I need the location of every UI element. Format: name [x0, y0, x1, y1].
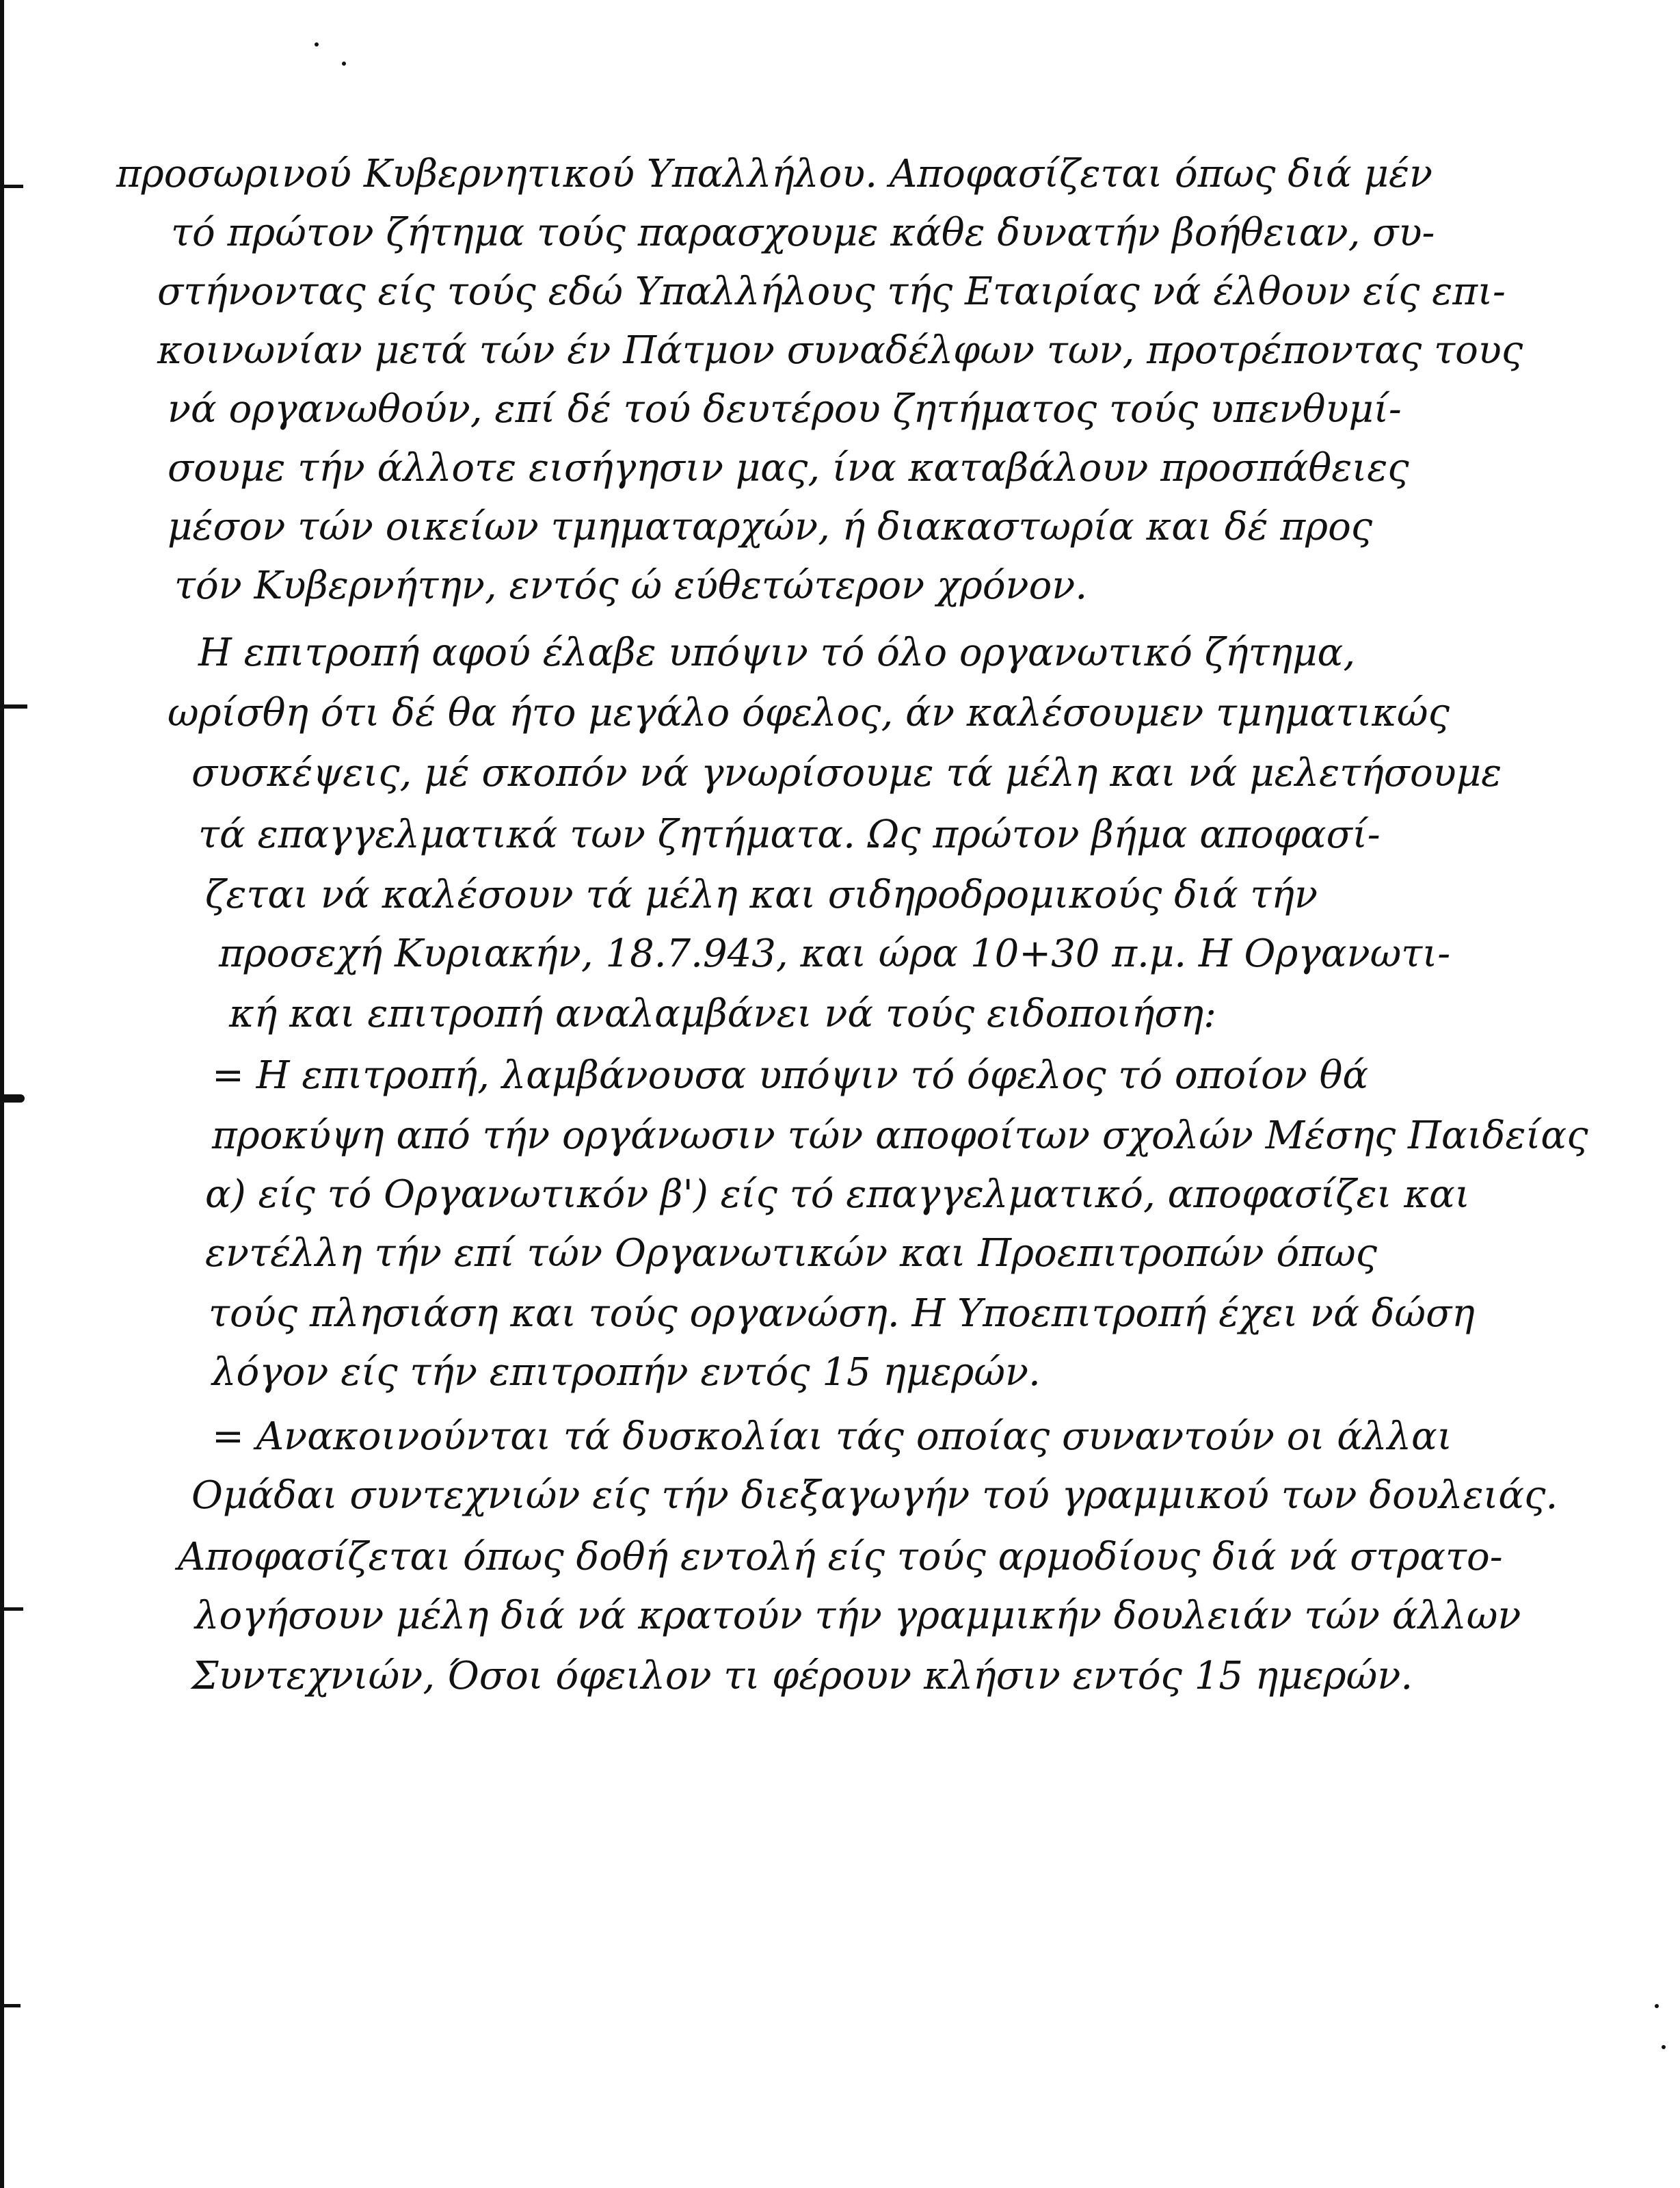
- text-line: τούς πλησιάση και τούς οργανώση. Η Υποεπιτροπή έχει νά δώση: [209, 1291, 1475, 1336]
- text-line: τόν Κυβερνήτην, εντός ώ εύθετώτερον χρόνον.: [174, 564, 1088, 608]
- text-line: προκύψη από τήν οργάνωσιν τών αποφοίτων σχολών Μέσης Παιδείας: [212, 1113, 1588, 1158]
- text-line: Συντεχνιών, Όσοι όφειλον τι φέρουν κλήσιν εντός 15 ημερών.: [191, 1654, 1413, 1698]
- punch-mark: [0, 2004, 21, 2007]
- scan-speck: [342, 62, 346, 66]
- text-line: λόγον είς τήν επιτροπήν εντός 15 ημερών.: [212, 1350, 1041, 1395]
- text-line: = Η επιτροπή, λαμβάνουσα υπόψιν τό όφελος τό οποίον θά: [212, 1053, 1369, 1098]
- text-line: στήνοντας είς τούς εδώ Υπαλλήλους τής Εταιρίας νά έλθουν είς επι-: [157, 269, 1506, 314]
- text-line: = Ανακοινούνται τά δυσκολίαι τάς οποίας συναντούν οι άλλαι: [212, 1414, 1452, 1459]
- text-line: κοινωνίαν μετά τών έν Πάτμον συναδέλφων των, προτρέποντας τους: [157, 328, 1523, 373]
- scan-speck: [1662, 2045, 1666, 2049]
- text-line: ωρίσθη ότι δέ θα ήτο μεγάλο όφελος, άν καλέσουμεν τμηματικώς: [168, 691, 1450, 735]
- text-line: νά οργανωθούν, επί δέ τού δευτέρου ζητήματος τούς υπενθυμί-: [168, 387, 1402, 432]
- text-line: κή και επιτροπή αναλαμβάνει νά τούς ειδοποιήση:: [229, 992, 1217, 1036]
- punch-mark: [0, 1607, 23, 1611]
- punch-mark: [0, 704, 27, 709]
- text-line: Αποφασίζεται όπως δοθή εντολή είς τούς αρμοδίους διά νά στρατο-: [178, 1535, 1503, 1579]
- text-line: α) είς τό Οργανωτικόν β') είς τό επαγγελματικό, αποφασίζει και: [205, 1172, 1470, 1217]
- text-line: ζεται νά καλέσουν τά μέλη και σιδηροδρομικούς διά τήν: [205, 873, 1318, 917]
- punch-mark: [0, 1094, 25, 1103]
- punch-mark: [0, 185, 23, 188]
- text-line: εντέλλη τήν επί τών Οργανωτικών και Προεπιτροπών όπως: [205, 1231, 1377, 1276]
- text-line: σουμε τήν άλλοτε εισήγησιν μας, ίνα καταβάλουν προσπάθειες: [168, 446, 1409, 490]
- scan-speck: [1655, 2004, 1659, 2008]
- text-line: Ομάδαι συντεχνιών είς τήν διεξαγωγήν τού γραμμικού των δουλειάς.: [191, 1473, 1558, 1518]
- text-line: προσωρινού Κυβερνητικού Υπαλλήλου. Αποφασίζεται όπως διά μέν: [116, 152, 1433, 196]
- text-line: τά επαγγελματικά των ζητήματα. Ως πρώτον βήμα αποφασί-: [198, 813, 1381, 857]
- text-line: συσκέψεις, μέ σκοπόν νά γνωρίσουμε τά μέλη και νά μελετήσουμε: [191, 751, 1502, 795]
- text-line: λογήσουν μέλη διά νά κρατούν τήν γραμμικήν δουλειάν τών άλλων: [195, 1594, 1521, 1638]
- text-line: προσεχή Κυριακήν, 18.7.943, και ώρα 10+30 π.μ. Η Οργανωτι-: [219, 932, 1451, 976]
- text-line: μέσον τών οικείων τμηματαρχών, ή διακαστωρία και δέ προς: [168, 505, 1373, 549]
- text-line: τό πρώτον ζήτημα τούς παρασχουμε κάθε δυνατήν βοήθειαν, συ-: [171, 211, 1435, 255]
- scan-speck: [315, 42, 319, 47]
- text-line: Η επιτροπή αφού έλαβε υπόψιν τό όλο οργανωτικό ζήτημα,: [198, 631, 1356, 675]
